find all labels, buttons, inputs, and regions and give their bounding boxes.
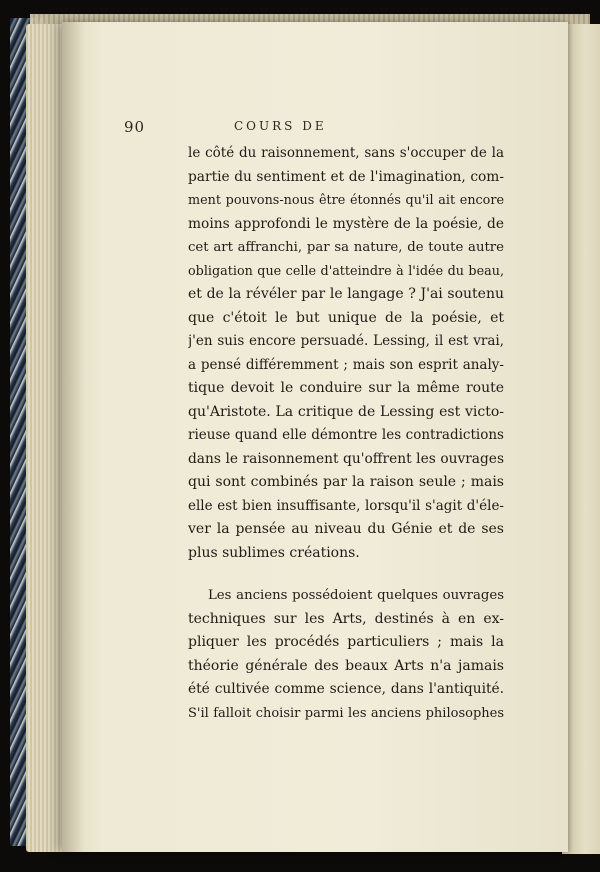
text-line: S'il falloit choisir parmi les anciens philosophes bbox=[188, 705, 504, 721]
text-line: plus sublimes créations. bbox=[188, 544, 360, 561]
text-line: qui sont combinés par la raison seule ; mais bbox=[188, 474, 504, 490]
text-line: qu'Aristote. La critique de Lessing est victo- bbox=[188, 403, 504, 420]
text-line: tique devoit le conduire sur la même route bbox=[188, 380, 504, 396]
text-line: pliquer les procédés particuliers ; mais la bbox=[188, 634, 504, 650]
text-line: théorie générale des beaux Arts n'a jamais bbox=[188, 657, 504, 674]
body-text bbox=[188, 142, 504, 725]
text-line: moins approfondi le mystère de la poésie, de bbox=[188, 215, 504, 232]
text-line: ver la pensée au niveau du Génie et de ses bbox=[188, 521, 504, 537]
text-line: que c'étoit le but unique de la poésie, et bbox=[188, 309, 504, 326]
text-line: le côté du raisonnement, sans s'occuper de la bbox=[188, 145, 504, 161]
text-line: rieuse quand elle démontre les contradictions bbox=[188, 427, 504, 443]
text-line: a pensé différemment ; mais son esprit analy- bbox=[188, 356, 504, 373]
text-line: techniques sur les Arts, destinés à en ex- bbox=[188, 610, 504, 627]
text-line: j'en suis encore persuadé. Lessing, il est vrai, bbox=[188, 333, 504, 349]
running-head-title: COURS DE bbox=[234, 119, 327, 133]
text-line: cet art affranchi, par sa nature, de toute autre bbox=[188, 240, 504, 255]
text-line: Les anciens possédoient quelques ouvrages bbox=[208, 588, 504, 603]
page-number: 90 bbox=[124, 118, 146, 136]
text-line: été cultivée comme science, dans l'antiquité. bbox=[188, 681, 504, 697]
gutter-shadow bbox=[62, 22, 84, 852]
text-line: partie du sentiment et de l'imagination, com- bbox=[188, 168, 504, 185]
text-line: obligation que celle d'atteindre à l'idée du beau, bbox=[188, 263, 504, 279]
text-line: et de la révéler par le langage ? J'ai soutenu bbox=[188, 286, 504, 302]
paragraph-2 bbox=[188, 584, 504, 725]
text-line: ment pouvons-nous être étonnés qu'il ait encore bbox=[188, 193, 504, 208]
paragraph-1 bbox=[188, 142, 504, 565]
paragraph-gap bbox=[188, 565, 504, 584]
text-line: elle est bien insuffisante, lorsqu'il s'agit d'éle- bbox=[188, 497, 504, 514]
text-line: dans le raisonnement qu'offrent les ouvrages bbox=[188, 450, 504, 467]
